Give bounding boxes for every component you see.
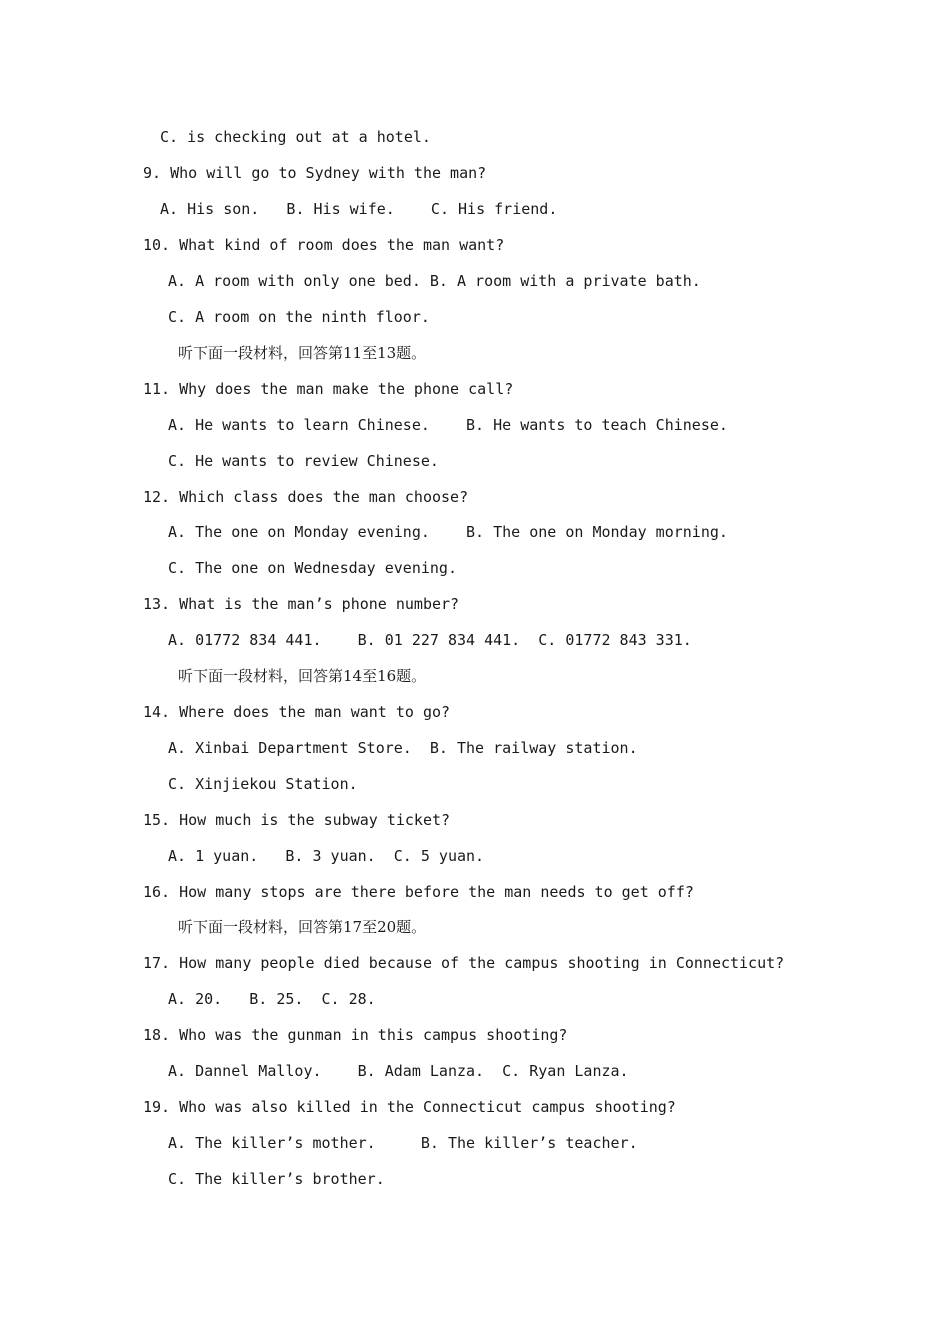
question-17: 17. How many people died because of the campus shooting in Connecticut? — [143, 954, 785, 972]
section-instruction: 听下面一段材料，回答第14至16题。 — [178, 667, 427, 685]
question-12: 12. Which class does the man choose? — [143, 488, 469, 506]
option-line: A. 20. B. 25. C. 28. — [168, 990, 376, 1008]
question-18: 18. Who was the gunman in this campus shooting? — [143, 1026, 568, 1044]
question-19: 19. Who was also killed in the Connecticut campus shooting? — [143, 1098, 676, 1116]
option-line: C. is checking out at a hotel. — [160, 128, 431, 146]
question-14: 14. Where does the man want to go? — [143, 703, 451, 721]
option-line: A. Dannel Malloy. B. Adam Lanza. C. Ryan Lanza. — [168, 1062, 629, 1080]
question-9: 9. Who will go to Sydney with the man? — [143, 164, 487, 182]
option-line: C. The one on Wednesday evening. — [168, 559, 457, 577]
option-line: C. Xinjiekou Station. — [168, 775, 358, 793]
option-line: C. A room on the ninth floor. — [168, 308, 430, 326]
option-line: C. He wants to review Chinese. — [168, 452, 439, 470]
question-15: 15. How much is the subway ticket? — [143, 811, 451, 829]
question-16: 16. How many stops are there before the man needs to get off? — [143, 883, 694, 901]
option-line: A. Xinbai Department Store. B. The railway station. — [168, 739, 638, 757]
option-line: C. The killer’s brother. — [168, 1170, 385, 1188]
option-line: A. His son. B. His wife. C. His friend. — [160, 200, 558, 218]
question-13: 13. What is the man’s phone number? — [143, 595, 460, 613]
option-line: A. The one on Monday evening. B. The one on Monday morning. — [168, 523, 728, 541]
option-line: A. A room with only one bed. B. A room with a private bath. — [168, 272, 701, 290]
option-line: A. The killer’s mother. B. The killer’s teacher. — [168, 1134, 638, 1152]
option-line: A. 1 yuan. B. 3 yuan. C. 5 yuan. — [168, 847, 485, 865]
section-instruction: 听下面一段材料，回答第11至13题。 — [178, 344, 427, 362]
option-line: A. 01772 834 441. B. 01 227 834 441. C. 01772 843 331. — [168, 631, 692, 649]
question-10: 10. What kind of room does the man want? — [143, 236, 505, 254]
option-line: A. He wants to learn Chinese. B. He wants to teach Chinese. — [168, 416, 728, 434]
question-11: 11. Why does the man make the phone call? — [143, 380, 514, 398]
section-instruction: 听下面一段材料，回答第17至20题。 — [178, 918, 427, 936]
